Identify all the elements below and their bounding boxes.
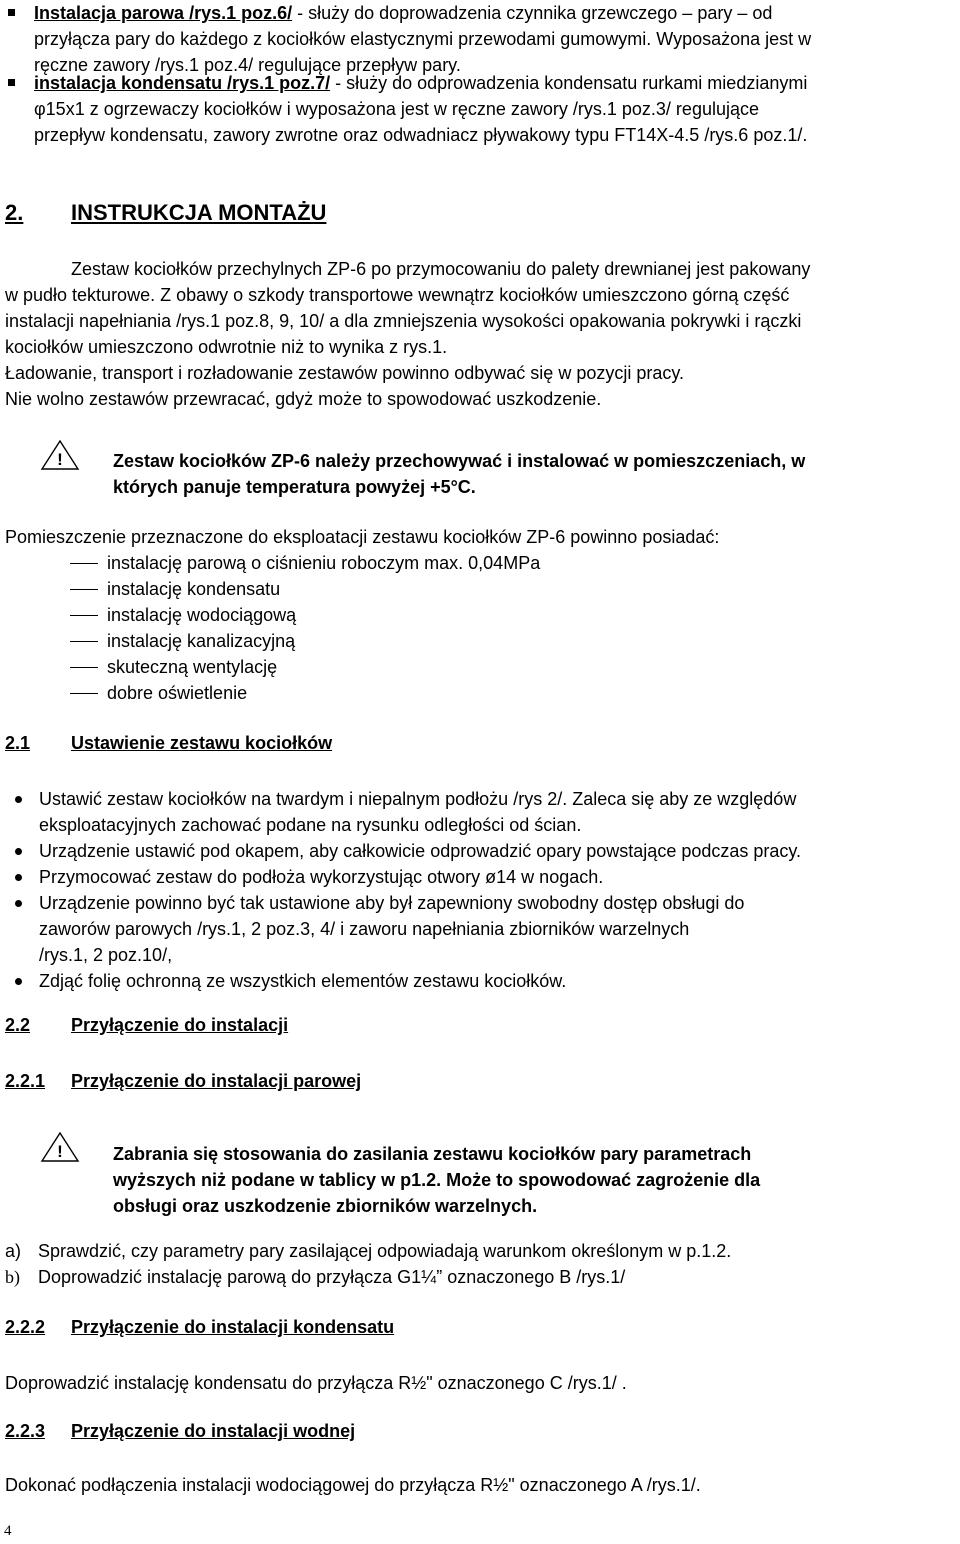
list-item-text: Sprawdzić, czy parametry pary zasilającej odpowiadają warunkom określonym w p.1.2.: [38, 1241, 732, 1261]
square-bullet-icon: [8, 79, 15, 86]
list-item: [5, 864, 942, 890]
list-item: [5, 654, 942, 680]
section-number: 2.1: [5, 733, 31, 753]
paragraph-line: kociołków umieszczono odwrotnie niż to wynika z rys.1.: [5, 337, 448, 357]
storage-warning: [113, 448, 942, 500]
warning-triangle-icon: [40, 440, 80, 470]
page-number: 4: [4, 1523, 12, 1539]
intro-item-text: ręczne zawory /rys.1 poz.4/ regulujące przepływ pary.: [34, 55, 461, 75]
list-item-text: dobre oświetlenie: [107, 683, 248, 703]
list-item: [5, 968, 942, 994]
intro-item-text: - służy do odprowadzenia kondensatu rurkami miedzianymi: [330, 73, 808, 93]
list-item-text: skuteczną wentylację: [107, 657, 278, 677]
room-intro: Pomieszczenie przeznaczone do eksploatacji zestawu kociołków ZP-6 powinno posiadać:: [5, 527, 720, 547]
list-item-text: Doprowadzić instalację parową do przyłącza G1¼” oznaczonego B /rys.1/: [38, 1267, 626, 1287]
list-item: [5, 576, 942, 602]
list-item-text: instalację parową o ciśnieniu roboczym max. 0,04MPa: [107, 553, 541, 573]
dash-bullet-icon: [70, 641, 98, 642]
section-number: 2.2.1: [5, 1071, 46, 1091]
section-title: Przyłączenie do instalacji kondensatu: [71, 1317, 395, 1337]
list-item-text: instalację kondensatu: [107, 579, 281, 599]
dot-bullet-icon: [15, 874, 22, 881]
list-item-text: instalację kanalizacyjną: [107, 631, 296, 651]
list-item: [5, 550, 942, 576]
section-title: Ustawienie zestawu kociołków: [71, 733, 333, 753]
section-title: Przyłączenie do instalacji parowej: [71, 1071, 362, 1091]
paragraph-line: Nie wolno zestawów przewracać, gdyż może to spowodować uszkodzenie.: [5, 389, 602, 409]
paragraph-line: Zestaw kociołków przechylnych ZP-6 po przymocowaniu do palety drewnianej jest pakowany: [71, 259, 811, 279]
packaging-paragraph: [5, 256, 942, 412]
room-requirements-list: [5, 550, 942, 706]
warning-line: których panuje temperatura powyżej +5°C.: [113, 477, 476, 497]
list-item-text: Zdjąć folię ochronną ze wszystkich elementów zestawu kociołków.: [39, 971, 567, 991]
section-2-1-heading: [5, 730, 942, 756]
dot-bullet-icon: [15, 900, 22, 907]
list-item-text: /rys.1, 2 poz.10/,: [39, 945, 173, 965]
svg-text:!: !: [57, 450, 63, 469]
list-item-text: Urządzenie ustawić pod okapem, aby całkowicie odprowadzić opary powstające podczas pracy.: [39, 841, 802, 861]
dash-bullet-icon: [70, 615, 98, 616]
dash-bullet-icon: [70, 693, 98, 694]
list-marker: a): [5, 1241, 22, 1261]
list-item-text: eksploatacyjnych zachować podane na rysunku odległości od ścian.: [39, 815, 582, 835]
section-2-2-2-heading: [5, 1314, 942, 1340]
warning-line: obsługi oraz uszkodzenie zbiorników warzelnych.: [113, 1196, 538, 1216]
section-2-2-heading: [5, 1012, 942, 1038]
paragraph-line: w pudło tekturowe. Z obawy o szkody transportowe wewnątrz kociołków umieszczono górną część: [5, 285, 790, 305]
section-number: 2.2.3: [5, 1421, 46, 1441]
intro-item-label: instalacja kondensatu /rys.1 poz.7/: [34, 73, 331, 93]
dash-bullet-icon: [70, 563, 98, 564]
section-2-2-3-heading: [5, 1418, 942, 1444]
section-title: Przyłączenie do instalacji: [71, 1015, 289, 1035]
intro-item-condensate: [34, 70, 942, 148]
list-item-text: Urządzenie powinno być tak ustawione aby był zapewniony swobodny dostęp obsługi do: [39, 893, 745, 913]
intro-item-text: przyłącza pary do każdego z kociołków elastycznymi przewodami gumowymi. Wyposażona jest w: [34, 29, 812, 49]
warning-triangle-icon: [40, 1132, 80, 1162]
section-title: INSTRUKCJA MONTAŻU: [71, 200, 327, 225]
intro-item-text: - służy do doprowadzenia czynnika grzewczego – pary – od: [292, 3, 773, 23]
section-title: Przyłączenie do instalacji wodnej: [71, 1421, 356, 1441]
dot-bullet-icon: [15, 796, 22, 803]
list-item: [5, 786, 942, 838]
intro-item-text: przepływ kondensatu, zawory zwrotne oraz odwadniacz pływakowy typu FT14X-4.5 /rys.6 poz.1/.: [34, 125, 808, 145]
section-number: 2.2.2: [5, 1317, 46, 1337]
condensate-connection-text: Doprowadzić instalację kondensatu do przyłącza R½" oznaczonego C /rys.1/ .: [5, 1373, 627, 1393]
list-item-text: Przymocować zestaw do podłoża wykorzystując otwory ø14 w nogach.: [39, 867, 604, 887]
dash-bullet-icon: [70, 667, 98, 668]
list-item-text: zaworów parowych /rys.1, 2 poz.3, 4/ i zaworu napełniania zbiorników warzelnych: [39, 919, 690, 939]
list-item: [5, 680, 942, 706]
list-item: [5, 1238, 942, 1264]
water-connection-text: Dokonać podłączenia instalacji wodociągowej do przyłącza R½" oznaczonego A /rys.1/.: [5, 1475, 701, 1495]
svg-text:!: !: [57, 1142, 63, 1161]
list-item-text: Ustawić zestaw kociołków na twardym i niepalnym podłożu /rys 2/. Zaleca się aby ze względów: [39, 789, 797, 809]
dot-bullet-icon: [15, 848, 22, 855]
square-bullet-icon: [8, 9, 15, 16]
section-2-2-1-heading: [5, 1068, 942, 1094]
list-item-text: instalację wodociągową: [107, 605, 297, 625]
paragraph-line: Ładowanie, transport i rozładowanie zestawów powinno odbywać się w pozycji pracy.: [5, 363, 685, 383]
list-marker: b): [5, 1267, 20, 1287]
paragraph-line: instalacji napełniania /rys.1 poz.8, 9, 10/ a dla zmniejszenia wysokości opakowania pokrywki i rączki: [5, 311, 802, 331]
intro-item-label: Instalacja parowa /rys.1 poz.6/: [34, 3, 293, 23]
steam-parameter-warning: [113, 1141, 942, 1219]
list-item: [5, 890, 942, 968]
list-item: [5, 628, 942, 654]
list-item: [5, 838, 942, 864]
steam-steps: [5, 1238, 942, 1290]
section-2-heading: [5, 198, 942, 228]
dot-bullet-icon: [15, 978, 22, 985]
list-item: [5, 602, 942, 628]
setup-bullets: [5, 786, 942, 994]
dash-bullet-icon: [70, 589, 98, 590]
section-number: 2.: [5, 200, 24, 225]
warning-line: Zestaw kociołków ZP-6 należy przechowywać i instalować w pomieszczeniach, w: [113, 451, 806, 471]
intro-item-text: φ15x1 z ogrzewaczy kociołków i wyposażona jest w ręczne zawory /rys.1 poz.3/ regulujące: [34, 99, 759, 119]
section-number: 2.2: [5, 1015, 31, 1035]
intro-item-steam: [34, 0, 942, 78]
warning-line: wyższych niż podane w tablicy w p1.2. Może to spowodować zagrożenie dla: [113, 1170, 761, 1190]
warning-line: Zabrania się stosowania do zasilania zestawu kociołków pary parametrach: [113, 1144, 752, 1164]
list-item: [5, 1264, 942, 1290]
